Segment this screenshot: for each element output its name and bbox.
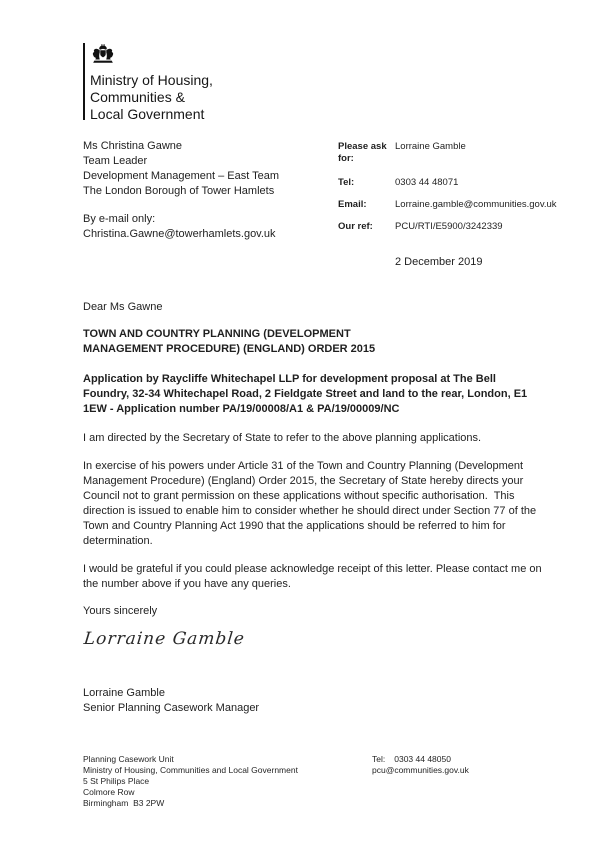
department-name-line: Local Government: [90, 106, 205, 122]
signatory-title: Senior Planning Casework Manager: [83, 702, 260, 714]
email-label: Email:: [338, 199, 367, 210]
our-ref-label: Our ref:: [338, 221, 373, 232]
body-paragraph: I would be grateful if you could please acknowledge receipt of this letter. Please contact me on the number above if you have any queries.: [83, 563, 545, 590]
footer-address-line: Planning Casework Unit: [83, 754, 174, 764]
contact-row-our-ref: [338, 221, 557, 233]
department-name-line: Communities &: [90, 89, 185, 105]
closing: Yours sincerely: [83, 605, 158, 617]
salutation: Dear Ms Gawne: [83, 301, 163, 313]
recipient-role: Team Leader: [83, 155, 148, 167]
subject-heading: TOWN AND COUNTRY PLANNING (DEVELOPMENT MANAGEMENT PROCEDURE) (ENGLAND) ORDER 2015: [83, 328, 376, 355]
logo-vertical-bar: [83, 43, 85, 120]
handwritten-signature: Lorraine Gamble: [82, 629, 246, 649]
footer-tel-value: 0303 44 48050: [394, 754, 451, 764]
tel-label: Tel:: [338, 177, 355, 188]
footer-tel-line: [372, 754, 469, 765]
department-name-line: Ministry of Housing,: [90, 72, 213, 88]
footer-email: pcu@communities.gov.uk: [372, 765, 469, 775]
footer-address-line: Colmore Row: [83, 787, 135, 797]
royal-crest-icon: [91, 44, 213, 63]
footer-address-line: Birmingham B3 2PW: [83, 798, 165, 808]
signatory-name: Lorraine Gamble: [83, 687, 165, 699]
recipient-name: Ms Christina Gawne: [83, 140, 183, 152]
delivery-note: By e-mail only:: [83, 213, 156, 225]
recipient-email: Christina.Gawne@towerhamlets.gov.uk: [83, 228, 276, 240]
contact-row-please-ask-for: [338, 141, 557, 165]
department-logo: [83, 43, 213, 123]
please-ask-for-value: Lorraine Gamble: [395, 141, 466, 152]
body-paragraph: In exercise of his powers under Article 31 of the Town and Country Planning (Development Management Procedure) (England) Order 2015, the Secretary of State hereby directs your Council not to grant permission on these applications without specific authorisation. This direction is issued to enable him to consider whether he should direct under Section 77 of the Town and Country Planning Act 1990 that the applications should be referred to him for determination.: [83, 460, 539, 547]
our-ref-value: PCU/RTI/E5900/3242339: [395, 221, 503, 232]
letter-body: [83, 300, 545, 716]
application-heading: Application by Raycliffe Whitechapel LLP for development proposal at The Bell Foundry, 32-34 Whitechapel Road, 2 Fieldgate Street and land to the rear, London, E1 1EW - Application number PA/19/00008/A1 & PA/19/00009/NC: [83, 373, 531, 415]
email-value: Lorraine.gamble@communities.gov.uk: [395, 199, 557, 210]
please-ask-for-label: Please ask for:: [338, 141, 387, 164]
footer-address: [83, 754, 298, 809]
footer-tel-label: Tel:: [372, 754, 386, 764]
contact-block: [338, 141, 557, 243]
recipient-team: Development Management – East Team: [83, 170, 280, 182]
footer-address-line: 5 St Philips Place: [83, 776, 150, 786]
footer-address-line: Ministry of Housing, Communities and Local Government: [83, 765, 298, 775]
footer-contact: [372, 754, 469, 776]
contact-row-tel: [338, 177, 557, 189]
recipient-block: [83, 139, 279, 242]
contact-row-email: [338, 199, 557, 211]
tel-value: 0303 44 48071: [395, 177, 459, 188]
body-paragraph: I am directed by the Secretary of State to refer to the above planning applications.: [83, 432, 482, 444]
recipient-organisation: The London Borough of Tower Hamlets: [83, 185, 275, 197]
letter-date: 2 December 2019: [395, 256, 483, 268]
